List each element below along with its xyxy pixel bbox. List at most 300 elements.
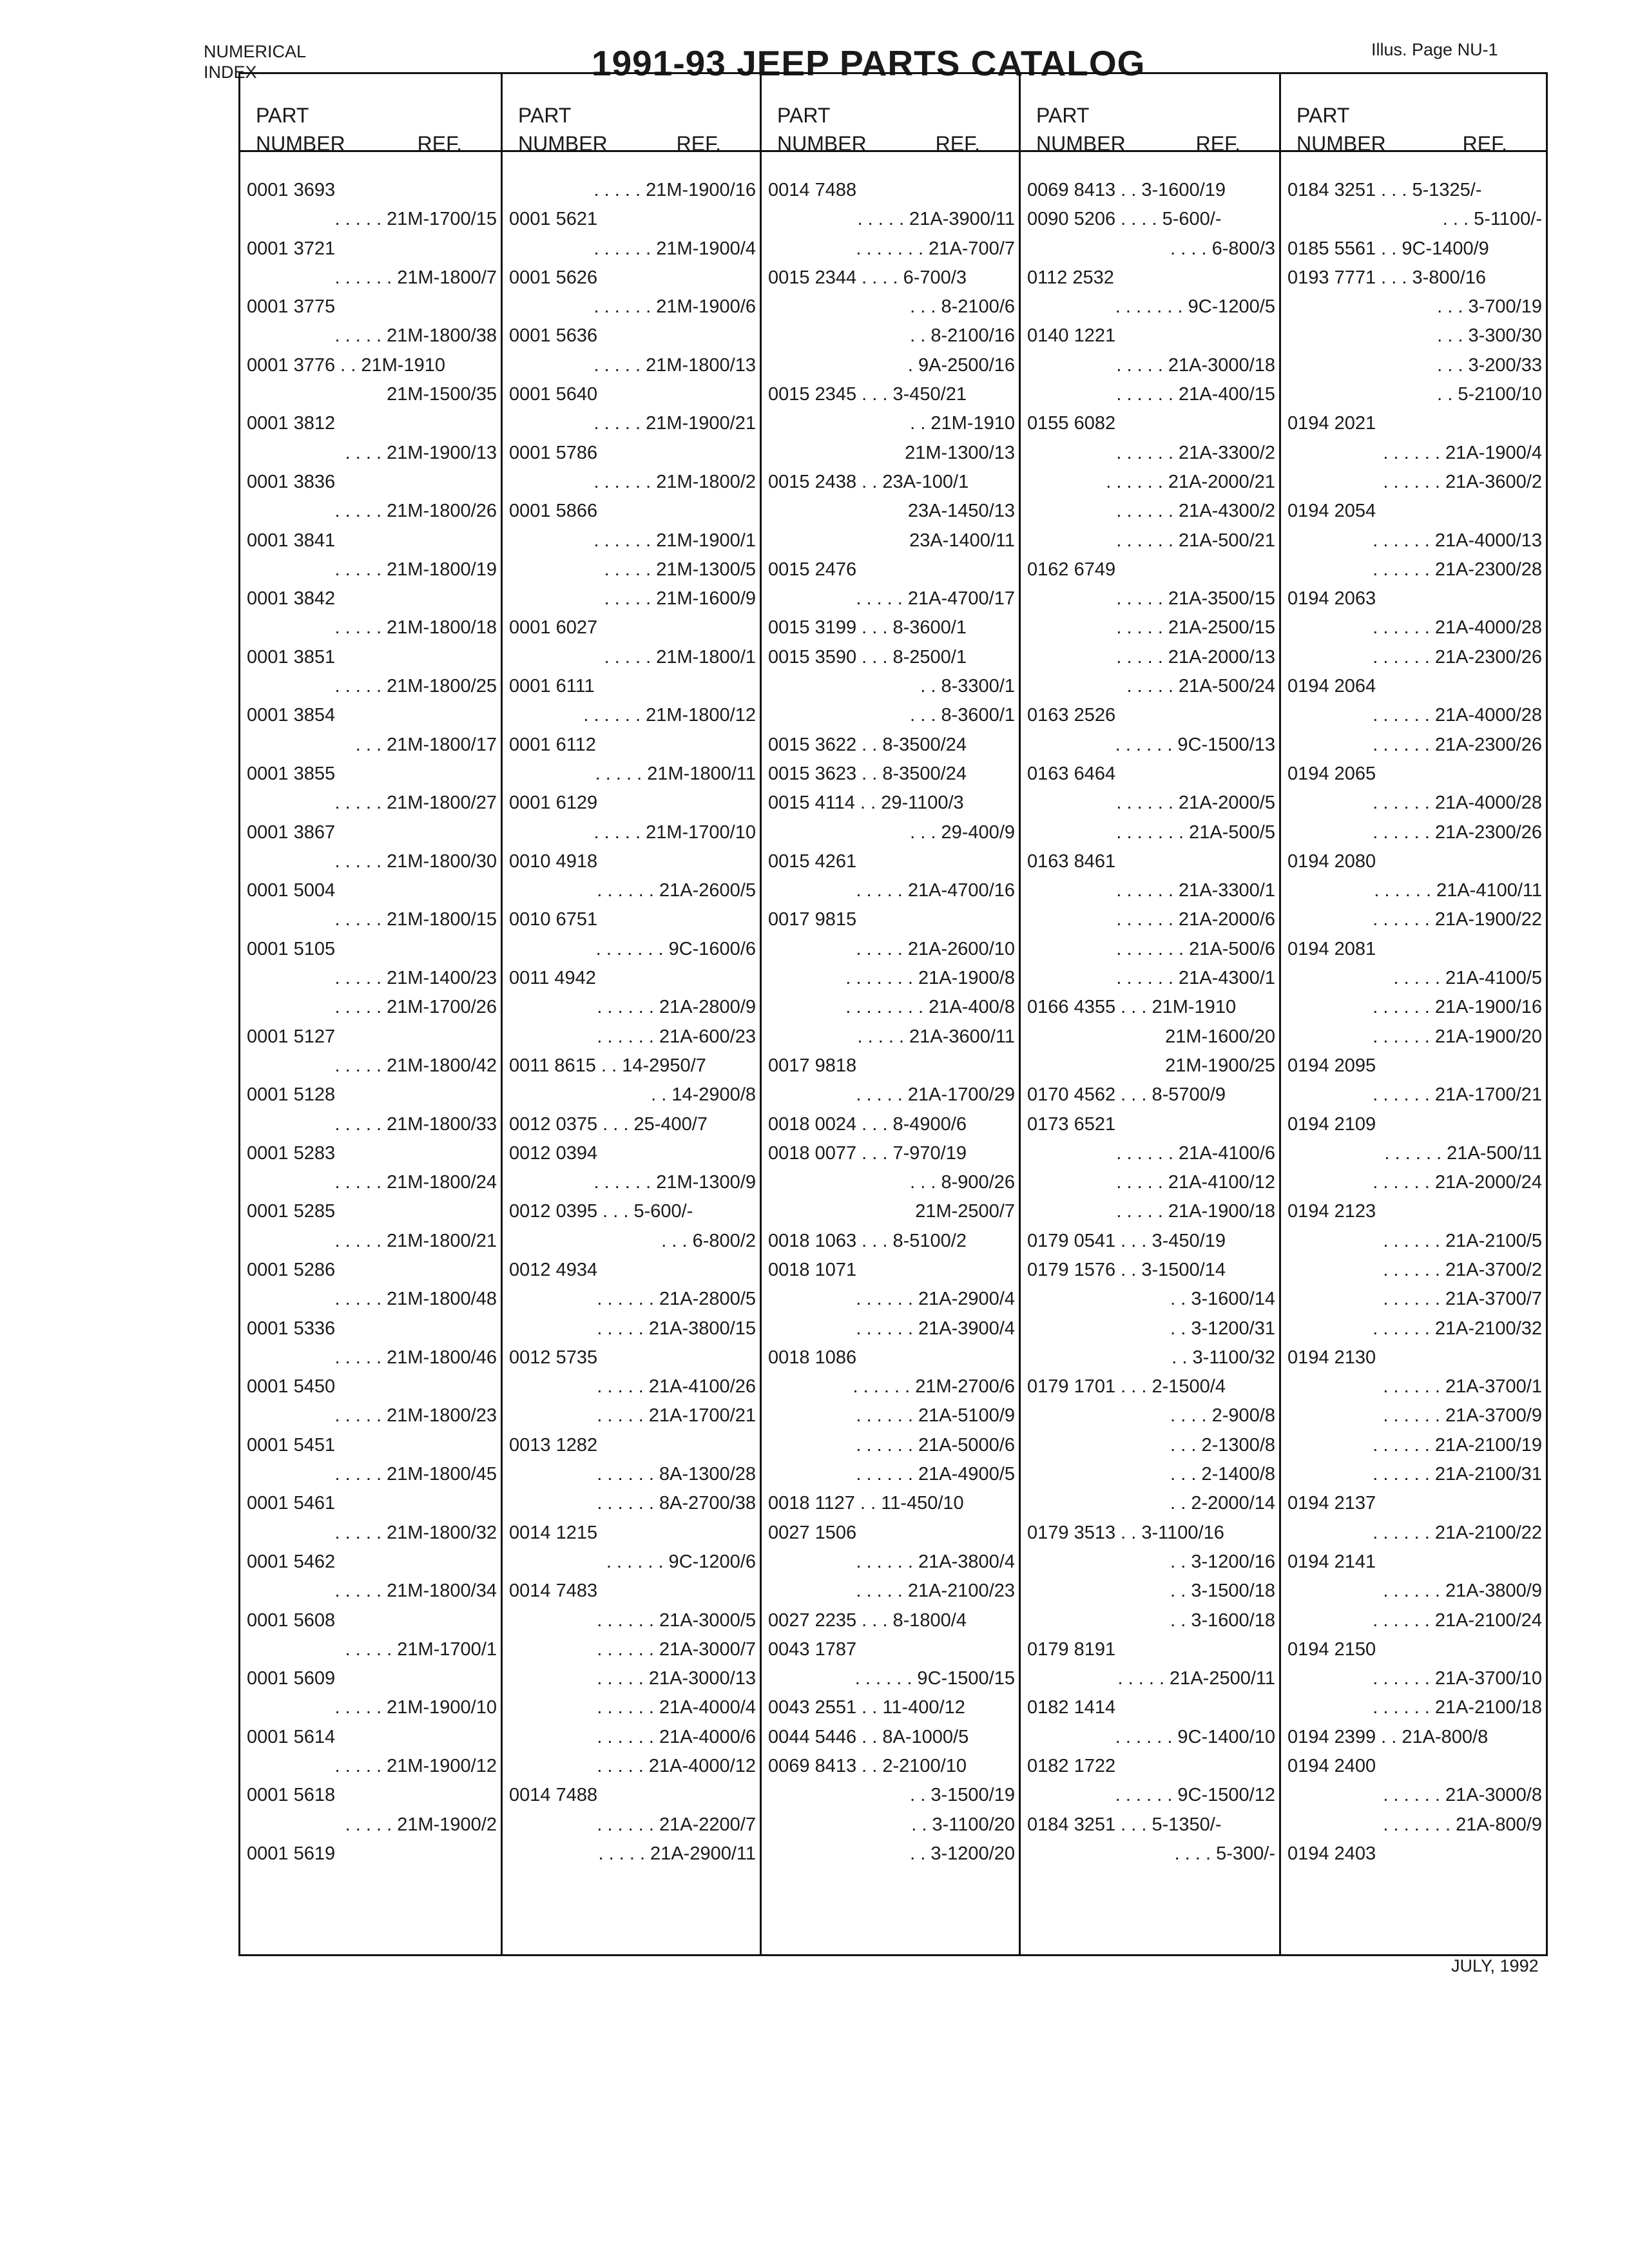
header-part-label: PART xyxy=(1296,104,1350,127)
index-entry-row xyxy=(240,1548,501,1577)
reference: . . . . . . 21A-2300/26 xyxy=(1373,822,1542,843)
index-entry-row xyxy=(240,205,501,234)
part-number: 0163 6464 xyxy=(1027,763,1116,784)
index-entry-row xyxy=(762,1197,1019,1226)
index-entry-row xyxy=(762,905,1019,934)
part-number: 0001 3854 xyxy=(247,705,336,726)
index-entry-row xyxy=(1281,1548,1546,1577)
reference: . . 8-2100/16 xyxy=(910,325,1015,347)
part-number: 0179 8191 xyxy=(1027,1639,1116,1660)
reference: . . . . . 21A-3600/11 xyxy=(857,1026,1015,1047)
index-entry-row xyxy=(1281,905,1546,934)
part-number: 0017 9818 xyxy=(768,1055,857,1076)
index-entry-row xyxy=(1281,1401,1546,1430)
index-entry-row xyxy=(240,1168,501,1197)
index-entry-row xyxy=(1021,731,1279,760)
index-entry-row xyxy=(1021,1401,1279,1430)
reference: . . 2-2000/14 xyxy=(1170,1493,1275,1514)
reference: . . 21M-1910 xyxy=(910,413,1015,434)
index-entry-row xyxy=(1281,1723,1546,1752)
reference: . . . . . . 21A-3700/2 xyxy=(1383,1259,1542,1280)
reference: . . . . . 21A-1700/29 xyxy=(856,1084,1015,1106)
parts-index-table xyxy=(238,72,1548,1956)
part-number: 0001 5283 xyxy=(247,1142,336,1164)
part-number: 0018 0024 . . . 8-4900/6 xyxy=(768,1113,967,1135)
reference: . . . . . . 21M-1800/12 xyxy=(583,705,756,726)
reference: . . . . . 21A-1900/18 xyxy=(1116,1201,1275,1222)
index-entry-row xyxy=(240,468,501,497)
index-entry-row xyxy=(240,1577,501,1606)
index-entry-row xyxy=(240,876,501,905)
reference: . . 3-1500/19 xyxy=(910,1785,1015,1806)
reference: . . . . . 21A-2000/13 xyxy=(1116,646,1275,668)
part-number: 0014 7488 xyxy=(509,1785,598,1806)
part-number: 0001 6027 xyxy=(509,617,598,639)
part-number: 0012 5735 xyxy=(509,1347,598,1368)
index-entry-row xyxy=(762,264,1019,293)
index-entry-row xyxy=(1281,1139,1546,1168)
index-entry-row xyxy=(1021,380,1279,409)
header-ref-label: REF. xyxy=(417,132,462,155)
index-entry-row xyxy=(503,322,760,351)
index-entry-row xyxy=(1281,1314,1546,1343)
index-entry-row xyxy=(503,1052,760,1081)
reference: . . . . . . 21A-2000/5 xyxy=(1116,793,1275,814)
index-entry-row xyxy=(503,1781,760,1810)
index-entry-row xyxy=(762,1431,1019,1460)
index-entry-row xyxy=(762,1840,1019,1869)
index-entry-row xyxy=(240,293,501,322)
index-entry-row xyxy=(1281,1519,1546,1548)
reference: . . . . . 21M-1900/10 xyxy=(334,1697,497,1718)
part-number: 0015 3623 . . 8-3500/24 xyxy=(768,763,967,784)
index-entry-row xyxy=(1021,876,1279,905)
index-entry-row xyxy=(762,1811,1019,1840)
part-number: 0194 2080 xyxy=(1287,850,1376,872)
index-entry-row xyxy=(762,1110,1019,1139)
reference: . . . . . . . . 21A-400/8 xyxy=(845,997,1015,1018)
reference: . . . . . . 21A-4100/11 xyxy=(1374,880,1542,901)
part-number: 0015 3199 . . . 8-3600/1 xyxy=(768,617,967,639)
reference: . . . . . . 21A-600/23 xyxy=(597,1026,756,1047)
index-entry-row xyxy=(1281,1168,1546,1197)
part-number: 0015 3590 . . . 8-2500/1 xyxy=(768,646,967,668)
index-entry-row xyxy=(1021,1664,1279,1693)
index-entry-row xyxy=(503,818,760,847)
index-entry-row xyxy=(1281,672,1546,701)
reference: . . . . . . 21A-500/11 xyxy=(1384,1142,1542,1164)
reference: . . . . . 21M-1800/38 xyxy=(334,325,497,347)
index-entry-row xyxy=(1281,555,1546,584)
reference: . . . . . . 21A-4900/5 xyxy=(856,1464,1015,1485)
part-number: 0001 3693 xyxy=(247,180,336,200)
index-entry-row xyxy=(1021,409,1279,438)
reference: . . 3-1100/32 xyxy=(1171,1347,1275,1368)
part-number: 0001 5614 xyxy=(247,1726,336,1747)
index-entry-row xyxy=(762,1489,1019,1518)
index-entry-row xyxy=(503,1227,760,1256)
part-number: 0015 2476 xyxy=(768,559,857,580)
part-number: 0001 5636 xyxy=(509,325,598,347)
index-entry-row xyxy=(1021,1781,1279,1810)
reference: . . . . . . 21A-5100/9 xyxy=(856,1405,1015,1427)
index-entry-row xyxy=(503,1723,760,1752)
part-number: 0001 6129 xyxy=(509,793,598,814)
part-number: 0027 1506 xyxy=(768,1522,857,1543)
reference: . . . . . . 21A-4000/4 xyxy=(597,1697,756,1718)
index-entry-row xyxy=(503,584,760,613)
part-number: 0001 5608 xyxy=(247,1610,336,1631)
index-entry-row xyxy=(503,1635,760,1664)
reference: . . . 2-1400/8 xyxy=(1170,1464,1275,1485)
reference: . . . . . . 21A-4300/1 xyxy=(1116,968,1275,989)
part-number: 0194 2403 xyxy=(1287,1843,1376,1864)
part-number: 0015 2344 . . . . 6-700/3 xyxy=(768,267,967,288)
index-entry-row xyxy=(762,1285,1019,1314)
reference: . . . . . 21M-1800/19 xyxy=(334,559,497,580)
part-number: 0194 2400 xyxy=(1287,1756,1376,1777)
index-entry-row xyxy=(240,1723,501,1752)
part-number: 0194 2150 xyxy=(1287,1639,1376,1660)
index-entry-row xyxy=(240,1431,501,1460)
index-entry-row xyxy=(1021,1548,1279,1577)
reference: . . . . 2-900/8 xyxy=(1170,1405,1275,1427)
header-number-label: NUMBER xyxy=(518,132,608,155)
reference: . . 14-2900/8 xyxy=(651,1084,756,1106)
reference: . . . . . 21M-1800/32 xyxy=(334,1522,497,1543)
reference: . . . . . . 9C-1400/10 xyxy=(1115,1726,1275,1747)
part-number: 0043 2551 . . 11-400/12 xyxy=(768,1697,965,1718)
index-entry-row xyxy=(762,643,1019,672)
part-number: 0001 5640 xyxy=(509,384,598,405)
index-entry-row xyxy=(1281,1489,1546,1518)
column-rows xyxy=(1021,176,1279,1869)
header-part-label: PART xyxy=(777,104,831,127)
part-number: 0069 8413 . . 2-2100/10 xyxy=(768,1756,967,1777)
reference: . . . . . 21A-2900/11 xyxy=(598,1843,756,1864)
index-entry-row xyxy=(1281,1052,1546,1081)
index-entry-row xyxy=(240,1372,501,1401)
reference: . . . . . . 8A-1300/28 xyxy=(597,1464,756,1485)
reference: . . 3-1100/20 xyxy=(911,1814,1015,1835)
reference: . . . . . . 21A-2100/18 xyxy=(1373,1697,1542,1718)
index-entry-row xyxy=(762,1460,1019,1489)
part-number: 0173 6521 xyxy=(1027,1113,1116,1135)
index-entry-row xyxy=(762,1606,1019,1635)
index-entry-row xyxy=(762,322,1019,351)
index-entry-row xyxy=(762,1139,1019,1168)
reference: . . . 3-300/30 xyxy=(1437,325,1542,347)
reference: . . 3-1500/18 xyxy=(1170,1581,1275,1602)
index-entry-row xyxy=(762,1168,1019,1197)
index-entry-row xyxy=(1021,322,1279,351)
header-number-label: NUMBER xyxy=(1036,132,1126,155)
part-number: 0001 5128 xyxy=(247,1084,336,1106)
index-entry-row xyxy=(1021,643,1279,672)
index-entry-row xyxy=(503,1110,760,1139)
reference: . . . . . . . 21A-500/6 xyxy=(1116,938,1275,959)
index-entry-row xyxy=(1281,643,1546,672)
index-entry-row xyxy=(1021,1023,1279,1052)
part-number: 0001 5461 xyxy=(247,1493,336,1514)
part-number: 0194 2054 xyxy=(1287,501,1376,522)
index-entry-row xyxy=(503,760,760,789)
index-entry-row xyxy=(1281,1752,1546,1781)
header-part-label: PART xyxy=(256,104,309,127)
part-number: 0090 5206 . . . . 5-600/- xyxy=(1027,209,1222,230)
index-entry-row xyxy=(1021,1840,1279,1869)
part-number: 0001 3855 xyxy=(247,763,336,784)
index-entry-row xyxy=(1281,1811,1546,1840)
reference: . . . . . 21M-1800/27 xyxy=(334,793,497,814)
reference: . . . . . 21A-1700/21 xyxy=(597,1405,756,1427)
index-entry-row xyxy=(503,935,760,964)
index-entry-row xyxy=(1281,351,1546,380)
index-entry-row xyxy=(240,1664,501,1693)
index-entry-row xyxy=(1281,1664,1546,1693)
index-entry-row xyxy=(240,351,501,380)
index-entry-row xyxy=(1021,497,1279,526)
reference: . . . . . 21A-4100/5 xyxy=(1393,968,1542,989)
index-entry-row xyxy=(503,1811,760,1840)
reference: . . . . . . 21A-4000/6 xyxy=(597,1726,756,1747)
reference: . . . . . . 9C-1500/12 xyxy=(1115,1785,1275,1806)
reference: 21M-1500/35 xyxy=(387,384,497,405)
index-entry-row xyxy=(503,993,760,1022)
part-number: 0001 5105 xyxy=(247,938,336,959)
reference: . . . . . . 21A-2300/28 xyxy=(1373,559,1542,580)
reference: . . . 5-1100/- xyxy=(1442,209,1542,230)
reference: . . . . . . 21A-3900/4 xyxy=(856,1318,1015,1339)
index-entry-row xyxy=(762,760,1019,789)
index-entry-row xyxy=(240,1023,501,1052)
index-entry-row xyxy=(240,1811,501,1840)
reference: . . . . . 21A-2500/11 xyxy=(1117,1668,1275,1689)
index-entry-row xyxy=(1281,847,1546,876)
index-entry-row xyxy=(1021,264,1279,293)
reference: . . . . . 21A-4100/26 xyxy=(597,1376,756,1398)
reference: . . . . . . 21A-2100/5 xyxy=(1383,1230,1542,1251)
index-entry-row xyxy=(1281,1460,1546,1489)
part-number: 0193 7771 . . . 3-800/16 xyxy=(1287,267,1486,288)
part-number: 0194 2095 xyxy=(1287,1055,1376,1076)
index-entry-row xyxy=(503,1372,760,1401)
index-entry-row xyxy=(1021,1489,1279,1518)
index-entry-row xyxy=(1021,672,1279,701)
part-number: 0001 5462 xyxy=(247,1551,336,1572)
index-entry-row xyxy=(1021,1110,1279,1139)
reference: . . . . . 21M-1800/45 xyxy=(334,1464,497,1485)
reference: . . . . 21M-1900/13 xyxy=(345,442,497,463)
index-entry-row xyxy=(503,264,760,293)
index-entry-row xyxy=(503,1314,760,1343)
index-entry-row xyxy=(503,1081,760,1110)
index-entry-row xyxy=(503,1752,760,1781)
part-number: 0001 5285 xyxy=(247,1201,336,1222)
header-number-label: NUMBER xyxy=(777,132,867,155)
part-number: 0163 2526 xyxy=(1027,705,1116,726)
part-number: 0012 0394 xyxy=(509,1142,598,1164)
index-entry-row xyxy=(1281,876,1546,905)
index-entry-row xyxy=(503,847,760,876)
part-number: 0140 1221 xyxy=(1027,325,1116,347)
reference: . . . . . 21M-1800/26 xyxy=(334,501,497,522)
part-number: 0001 5286 xyxy=(247,1259,336,1280)
part-number: 0015 2345 . . . 3-450/21 xyxy=(768,384,967,405)
part-number: 0015 2438 . . 23A-100/1 xyxy=(768,471,969,492)
reference: . . . . . . 21A-2100/24 xyxy=(1373,1610,1542,1631)
reference: . . . . . 21M-1800/23 xyxy=(334,1405,497,1427)
part-number: 0001 5004 xyxy=(247,880,336,901)
reference: . . . 8-3600/1 xyxy=(910,705,1015,726)
column-rows xyxy=(240,176,501,1869)
part-number: 0001 5626 xyxy=(509,267,598,288)
reference: . . . . . . 21A-2100/22 xyxy=(1373,1522,1542,1543)
reference: . . . . . . 8A-2700/38 xyxy=(597,1493,756,1514)
index-entry-row xyxy=(240,1227,501,1256)
index-entry-row xyxy=(240,1781,501,1810)
index-entry-row xyxy=(1021,760,1279,789)
index-entry-row xyxy=(762,555,1019,584)
illustration-page-label: Illus. Page NU-1 xyxy=(1371,40,1498,59)
index-entry-row xyxy=(1021,847,1279,876)
index-entry-row xyxy=(1281,1840,1546,1869)
index-entry-row xyxy=(762,1693,1019,1722)
part-number: 0012 0395 . . . 5-600/- xyxy=(509,1201,693,1222)
index-entry-row xyxy=(1021,1343,1279,1372)
index-entry-row xyxy=(503,1139,760,1168)
index-entry-row xyxy=(1021,1372,1279,1401)
part-number: 0001 3836 xyxy=(247,471,336,492)
index-entry-row xyxy=(1021,964,1279,993)
index-entry-row xyxy=(503,205,760,234)
index-entry-row xyxy=(503,964,760,993)
index-entry-row xyxy=(240,935,501,964)
index-entry-row xyxy=(240,789,501,818)
index-entry-row xyxy=(503,1548,760,1577)
index-entry-row xyxy=(1021,351,1279,380)
index-entry-row xyxy=(1021,1723,1279,1752)
reference: . . . . . . 21A-2300/26 xyxy=(1373,646,1542,668)
part-number: 0194 2063 xyxy=(1287,588,1376,610)
index-entry-row xyxy=(240,1489,501,1518)
reference: . . . . . 21M-1800/1 xyxy=(604,646,756,668)
reference: . . . . . . . 9C-1600/6 xyxy=(595,938,756,959)
index-entry-row xyxy=(1021,905,1279,934)
reference: . . . . . . . 21A-700/7 xyxy=(856,238,1015,259)
index-entry-row xyxy=(1281,468,1546,497)
index-entry-row xyxy=(240,1285,501,1314)
reference: . . . . . 21A-2500/15 xyxy=(1116,617,1275,639)
index-entry-row xyxy=(503,351,760,380)
index-entry-row xyxy=(1021,818,1279,847)
index-entry-row xyxy=(1021,176,1279,205)
reference: . . . . . 21M-1900/21 xyxy=(593,413,756,434)
index-entry-row xyxy=(1281,731,1546,760)
index-entry-row xyxy=(240,409,501,438)
index-entry-row xyxy=(503,555,760,584)
index-entry-row xyxy=(503,1285,760,1314)
index-label-line2: INDEX xyxy=(204,62,257,82)
reference: . . . . . 21M-1800/15 xyxy=(334,909,497,930)
reference: . . . . . 21A-2600/10 xyxy=(856,938,1015,959)
part-number: 0014 1215 xyxy=(509,1522,598,1543)
index-entry-row xyxy=(1021,1314,1279,1343)
reference: . . . . . . 21A-3700/10 xyxy=(1373,1668,1542,1689)
part-number: 0001 5621 xyxy=(509,209,598,230)
reference: 21M-1900/25 xyxy=(1165,1055,1275,1076)
index-entry-row xyxy=(1021,1460,1279,1489)
index-entry-row xyxy=(762,293,1019,322)
part-number: 0179 3513 . . 3-1100/16 xyxy=(1027,1522,1224,1543)
index-entry-row xyxy=(503,876,760,905)
index-entry-row xyxy=(1281,1343,1546,1372)
reference: 23A-1400/11 xyxy=(909,530,1015,551)
index-entry-row xyxy=(503,701,760,730)
index-entry-row xyxy=(1281,993,1546,1022)
part-number: 0001 5618 xyxy=(247,1785,336,1806)
index-entry-row xyxy=(503,380,760,409)
header-ref-label: REF. xyxy=(1195,132,1240,155)
reference: . . . 3-200/33 xyxy=(1437,354,1542,376)
reference: . . . . . . . 21A-800/9 xyxy=(1383,1814,1542,1835)
index-entry-row xyxy=(1281,935,1546,964)
reference: . . . . . 21M-1800/18 xyxy=(334,617,497,639)
part-number: 0112 2532 xyxy=(1027,267,1114,288)
reference: . . . . . . 21A-4000/28 xyxy=(1373,705,1542,726)
part-number: 0194 2064 xyxy=(1287,676,1376,697)
index-entry-row xyxy=(1021,1285,1279,1314)
part-number: 0012 0375 . . . 25-400/7 xyxy=(509,1113,708,1135)
reference: . . . . . 21M-1800/13 xyxy=(593,354,756,376)
index-entry-row xyxy=(503,1401,760,1430)
reference: . . . . . . . 21A-500/5 xyxy=(1116,822,1275,843)
part-number: 0018 1071 xyxy=(768,1259,857,1280)
index-entry-row xyxy=(762,964,1019,993)
reference: . . . . . . 21A-3800/4 xyxy=(856,1551,1015,1572)
part-number: 0163 8461 xyxy=(1027,850,1116,872)
part-number: 0001 3841 xyxy=(247,530,336,551)
reference: . . . . . 21M-1600/9 xyxy=(604,588,756,610)
index-entry-row xyxy=(762,1023,1019,1052)
index-entry-row xyxy=(762,701,1019,730)
reference: . . . . . . 21A-3000/5 xyxy=(597,1610,756,1631)
index-entry-row xyxy=(1021,205,1279,234)
index-entry-row xyxy=(762,1081,1019,1110)
index-entry-row xyxy=(762,584,1019,613)
reference: . . . . . . 21A-4000/13 xyxy=(1373,530,1542,551)
column-rows xyxy=(503,176,760,1869)
index-entry-row xyxy=(1281,1110,1546,1139)
reference: . . . . . 21M-1900/2 xyxy=(345,1814,497,1835)
part-number: 0001 5451 xyxy=(247,1434,336,1456)
index-entry-row xyxy=(503,789,760,818)
index-entry-row xyxy=(503,439,760,468)
part-number: 0194 2021 xyxy=(1287,413,1376,434)
index-entry-row xyxy=(240,731,501,760)
column-header xyxy=(240,74,501,155)
reference: . . . . . . 21A-4000/28 xyxy=(1373,793,1542,814)
part-number: 0018 1063 . . . 8-5100/2 xyxy=(768,1230,967,1251)
index-entry-row xyxy=(1021,1168,1279,1197)
index-entry-row xyxy=(240,1081,501,1110)
index-entry-row xyxy=(240,1139,501,1168)
index-entry-row xyxy=(762,1723,1019,1752)
index-entry-row xyxy=(503,468,760,497)
index-entry-row xyxy=(240,264,501,293)
index-entry-row xyxy=(1021,526,1279,555)
part-number: 0012 4934 xyxy=(509,1259,598,1280)
